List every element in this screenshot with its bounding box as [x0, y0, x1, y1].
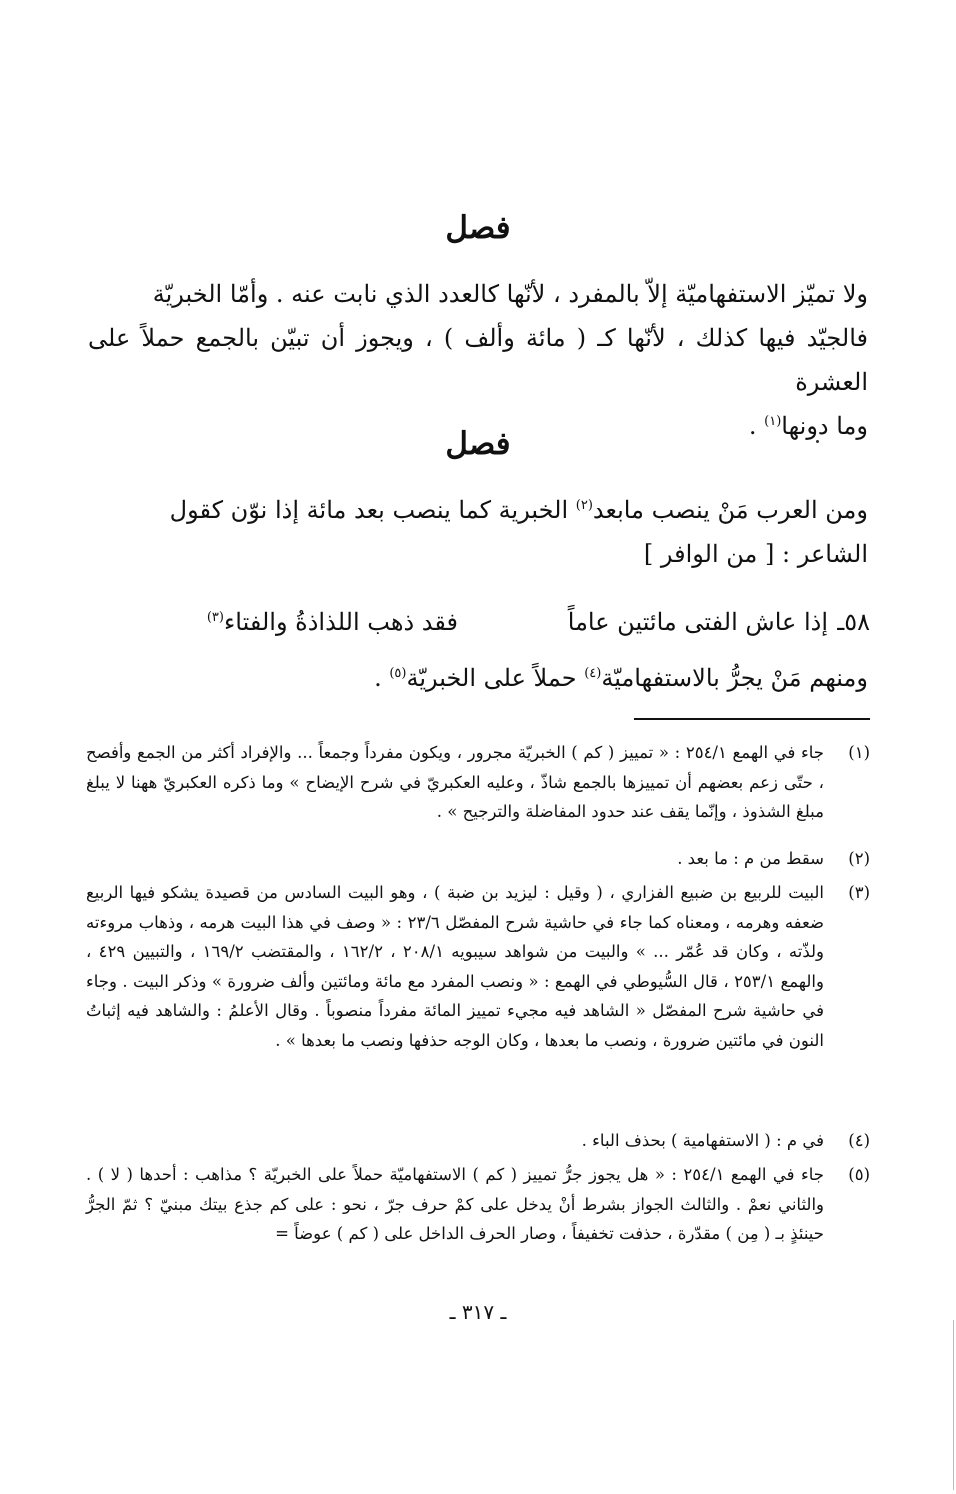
section-2-line-1	[88, 488, 868, 532]
footnote-1	[86, 738, 870, 827]
verse-number: ٥٨ـ	[837, 608, 870, 636]
section-1-line-3-tail: .	[748, 412, 765, 440]
footnote-marker-4[interactable]: (٤)	[584, 666, 602, 681]
closing-line	[88, 656, 868, 700]
footnote-marker-1[interactable]: (١)	[764, 414, 782, 429]
closing-part-a: ومنهم مَنْ يجرُّ بالاستفهاميّة	[601, 664, 868, 692]
footnote-marker-2[interactable]: (٢)	[575, 498, 593, 513]
footnote-marker-3[interactable]: (٣)	[206, 610, 224, 625]
footnote-2	[86, 844, 870, 874]
section-1-line-1: ولا تميّز الاستفهاميّة إلاّ بالمفرد ، لأنّها كالعدد الذي نابت عنه . وأمّا الخبريّة	[152, 280, 868, 308]
section-2-body	[88, 488, 868, 576]
footnote-number: (٣)	[848, 883, 870, 902]
footnote-separator	[634, 718, 870, 720]
closing-line-text	[88, 656, 868, 700]
footnote-text: جاء في الهمع ٢٥٤/١ : « تمييز ( كم ) الخبريّة مجرور ، ويكون مفرداً وجمعاً ... والإفراد أكثر من الجمع وأفصح ، حتّى زعم بعضهم أن تمييزها بالجمع شاذّ ، وعليه العكبريّ في شرح الإيضاح » وما ذكره العكبريّ ههنا لا يبلغ مبلغ الشذوذ ، وإنّما يقف عند حدود المفاضلة والترجيح » .	[86, 743, 825, 821]
poetry-verse	[86, 602, 870, 642]
section-heading-2: فصل	[445, 426, 511, 462]
section-heading-1: فصل	[445, 210, 511, 246]
footnote-5	[86, 1160, 870, 1249]
footnote-number: (٥)	[848, 1165, 870, 1184]
footnote-3	[86, 878, 870, 1055]
closing-part-b: حملاً على الخبريّة	[406, 664, 585, 692]
footnote-number: (٢)	[848, 849, 870, 868]
footnote-number: (٤)	[848, 1131, 870, 1150]
scan-edge-line	[953, 1320, 954, 1490]
footnote-text: البيت للربيع بن ضبيع الفزاري ، ( وقيل : ليزيد بن ضبة ) ، وهو البيت السادس من قصيدة يشكو فيها الربيع ضعفه وهرمه ، ومعناه كما جاء في حاشية شرح المفصّل ٢٣/٦ : « وصف في هذا البيت هرمه ، وذهاب مروءته ولذّته ، وكان قد عُمّر ... » والبيت من شواهد سيبويه ٢٠٨/١ ، ١٦٢/٢ ، والمقتضب ١٦٩/٢ ، والتبيين ٤٢٩ ، والهمع ٢٥٣/١ ، قال السُّيوطي في الهمع : « ونصب المفرد مع مائة ومائتين وألف ضرورة » وذكر البيت . وجاء في حاشية شرح المفصّل « الشاهد فيه مجيء تمييز المائة مفرداً منصوباً . وقال الأعلمُ : والشاهد فيه إثباتُ النون في مائتين ضرورة ، ونصب ما بعدها ، وكان الوجه حذفها ونصب ما بعدها » .	[86, 883, 824, 1050]
scan-speck	[816, 440, 819, 443]
verse-first-hemistich: إذا عاش الفتى مائتين عاماً	[567, 608, 828, 636]
section-1-body	[88, 272, 868, 448]
section-2-line-1-b: الخبرية كما ينصب بعد مائة إذا نوّن كقول	[169, 496, 576, 524]
closing-tail: .	[374, 664, 390, 692]
footnote-text: في م : ( الاستفهامية ) بحذف الباء .	[581, 1131, 824, 1150]
verse-second-hemistich-text: فقد ذهب اللذاذةُ والفتاء	[223, 608, 458, 636]
footnote-4	[86, 1126, 870, 1156]
footnote-text: جاء في الهمع ٢٥٤/١ : « هل يجوز جرُّ تمييز ( كم ) الاستفهاميّة حملاً على الخبريّة ؟ مذاهب : أحدها ( لا ) . والثاني نعمْ . والثالث الجواز بشرط أنْ يدخل على كمْ حرف جرّ ، نحو : على كم جذع بيتك مبنيّ ؟ ثمّ الجرُّ حينئذٍ بـ ( مِن ) مقدّرة ، حذفت تخفيفاً ، وصار الحرف الداخل على ( كم ) عوضاً =	[86, 1165, 824, 1243]
footnote-marker-5[interactable]: (٥)	[389, 666, 407, 681]
footnote-number: (١)	[848, 743, 870, 762]
section-1-line-3-text: وما دونها	[781, 412, 868, 440]
footnote-text: سقط من م : ما بعد .	[677, 849, 824, 868]
section-2-line-2: الشاعر : [ من الوافر ]	[643, 540, 868, 568]
page-number: ـ ٣١٧ ـ	[449, 1300, 507, 1324]
verse-second-hemistich	[207, 602, 458, 642]
section-1-line-2: فالجيّد فيها كذلك ، لأنّها كـ ( مائة وألف ) ، ويجوز أن تبيّن بالجمع حملاً على العشرة	[88, 324, 868, 396]
section-2-line-1-a: ومن العرب مَنْ ينصب مابعد	[592, 496, 868, 524]
